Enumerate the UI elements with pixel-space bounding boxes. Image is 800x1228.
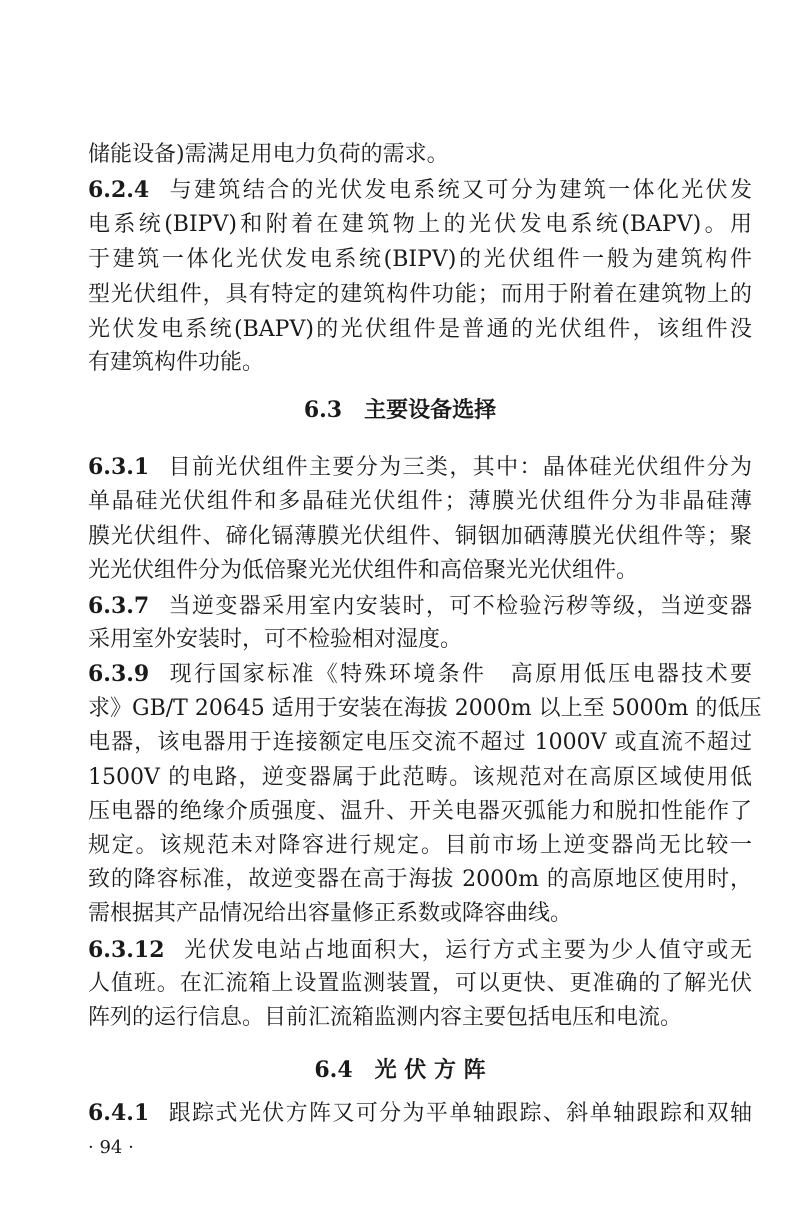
- text-line: [88, 797, 752, 827]
- line-text: 光光伏组件分为低倍聚光光伏组件和高倍聚光光伏组件。: [88, 558, 639, 583]
- line-text: 人值班。在汇流箱上设置监测装置，可以更快、更准确的了解光伏: [88, 971, 752, 996]
- line-text: 需根据其产品情况给出容量修正系数或降容曲线。: [88, 901, 573, 926]
- line-text: 储能设备)需满足用电力负荷的需求。: [88, 142, 449, 167]
- clause-line: [88, 659, 752, 689]
- text-line: [88, 522, 752, 552]
- line-text: 压电器的绝缘介质强度、温升、开关电器灭弧能力和脱扣性能作了: [88, 799, 752, 824]
- line-text: 1500V 的电路，逆变器属于此范畴。该规范对在高原区域使用低: [88, 765, 752, 790]
- clause-number: 6.3.7: [88, 593, 150, 619]
- clause-number: 6.3.1: [88, 454, 150, 480]
- text-line: [88, 899, 752, 929]
- text-line: [88, 865, 752, 895]
- text-line: [88, 140, 752, 170]
- clause-number: 6.2.4: [88, 177, 150, 203]
- clause-number: 6.4.1: [88, 1100, 150, 1126]
- text-line: [88, 210, 752, 240]
- text-line: [88, 348, 752, 378]
- line-text: 型光伏组件，具有特定的建筑构件功能；而用于附着在建筑物上的: [88, 282, 752, 307]
- text-line: [88, 556, 752, 586]
- clause-line: [88, 591, 752, 621]
- section-title: 光 伏 方 阵: [374, 1057, 486, 1083]
- text-line: [88, 487, 752, 517]
- line-text: 当逆变器采用室内安装时，可不检验污秽等级，当逆变器: [167, 594, 752, 619]
- text-line: [88, 728, 752, 758]
- line-text: 光伏发电系统(BAPV)的光伏组件是普通的光伏组件，该组件没: [88, 317, 752, 342]
- line-text: 电系统(BIPV)和附着在建筑物上的光伏发电系统(BAPV)。用: [88, 212, 752, 237]
- text-line: [88, 245, 752, 275]
- line-text: 阵列的运行信息。目前汇流箱监测内容主要包括电压和电流。: [88, 1005, 683, 1030]
- line-text: 电器，该电器用于连接额定电压交流不超过 1000V 或直流不超过: [88, 730, 752, 755]
- section-heading: [0, 395, 800, 425]
- line-text: 规定。该规范未对降容进行规定。目前市场上逆变器尚无比较一: [88, 833, 752, 858]
- clause-number: 6.3.12: [88, 937, 165, 963]
- text-line: [88, 280, 752, 310]
- section-number: 6.3: [303, 397, 343, 423]
- line-text: 采用室外安装时，可不检验相对湿度。: [88, 627, 463, 652]
- line-text: 致的降容标准，故逆变器在高于海拔 2000m 的高原地区使用时，: [88, 867, 752, 892]
- section-heading: [0, 1055, 800, 1085]
- page-number: · 94 ·: [88, 1137, 134, 1158]
- text-line: [88, 1003, 752, 1033]
- text-line: [88, 831, 752, 861]
- text-line: [88, 694, 762, 724]
- text-line: [88, 315, 752, 345]
- clause-number: 6.3.9: [88, 661, 150, 687]
- clause-line: [88, 452, 752, 482]
- line-text: 膜光伏组件、碲化镉薄膜光伏组件、铜铟加硒薄膜光伏组件等；聚: [88, 524, 752, 549]
- line-text: 单晶硅光伏组件和多晶硅光伏组件；薄膜光伏组件分为非晶硅薄: [88, 489, 752, 514]
- line-text: 有建筑构件功能。: [88, 350, 265, 375]
- clause-line: [88, 1098, 752, 1128]
- line-text: 跟踪式光伏方阵又可分为平单轴跟踪、斜单轴跟踪和双轴: [167, 1101, 752, 1126]
- clause-line: [88, 175, 752, 205]
- line-text: 求》GB/T 20645 适用于安装在海拔 2000m 以上至 5000m 的低压: [88, 696, 762, 721]
- line-text: 光伏发电站占地面积大，运行方式主要为少人值守或无: [182, 938, 752, 963]
- line-text: 与建筑结合的光伏发电系统又可分为建筑一体化光伏发: [167, 178, 752, 203]
- section-number: 6.4: [314, 1057, 353, 1083]
- clause-line: [88, 935, 752, 965]
- line-text: 现行国家标准《特殊环境条件 高原用低压电器技术要: [167, 662, 752, 687]
- section-title: 主要设备选择: [364, 397, 497, 423]
- text-line: [88, 625, 752, 655]
- line-text: 目前光伏组件主要分为三类，其中：晶体硅光伏组件分为: [167, 455, 752, 480]
- text-line: [88, 969, 752, 999]
- line-text: 于建筑一体化光伏发电系统(BIPV)的光伏组件一般为建筑构件: [88, 247, 752, 272]
- text-line: [88, 763, 752, 793]
